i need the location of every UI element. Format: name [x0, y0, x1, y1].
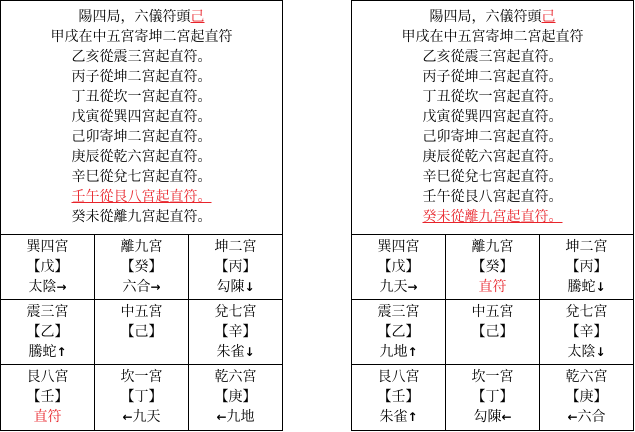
header-line: 庚辰從乾六宮起直符。	[422, 149, 563, 165]
palace-name: 坎一宮	[120, 369, 163, 385]
header-line: 丁丑從坎一宮起直符。	[422, 89, 563, 105]
star-line	[352, 342, 445, 362]
star-line	[446, 407, 539, 427]
palace-name: 兌七宮	[214, 304, 257, 320]
star-name: 直符	[33, 409, 62, 425]
header-line: 癸未從離九宮起直符。	[422, 209, 563, 225]
stem-label: 【辛】	[565, 324, 608, 340]
header-block	[1, 1, 282, 235]
direction-arrow-icon: →	[150, 280, 161, 294]
star-name: 九天	[379, 279, 408, 295]
star-name: 九地	[379, 344, 408, 360]
palace-cell	[352, 300, 446, 365]
stem-label: 【丙】	[214, 259, 257, 275]
star-line	[1, 277, 94, 297]
header-title	[1, 7, 282, 27]
palace-name: 離九宮	[471, 239, 514, 255]
direction-arrow-icon: ←	[216, 410, 227, 424]
palace-name: 乾六宮	[565, 369, 608, 385]
star-line	[352, 277, 445, 297]
palace-cell	[95, 365, 189, 431]
stem-label: 【辛】	[214, 324, 257, 340]
star-line	[540, 342, 633, 362]
stem-label: 【己】	[120, 324, 163, 340]
star-name: 朱雀	[379, 409, 408, 425]
palace-cell	[189, 300, 282, 365]
star-line	[189, 277, 282, 297]
star-name: 六合	[122, 279, 151, 295]
header-line: 丙子從坤二宮起直符。	[71, 69, 212, 85]
palace-name: 艮八宮	[377, 369, 420, 385]
direction-arrow-icon: ↑	[407, 410, 418, 424]
star-name: 直符	[478, 279, 507, 295]
palace-grid	[1, 235, 282, 431]
direction-arrow-icon: ↑	[407, 345, 418, 359]
direction-arrow-icon: ↓	[595, 280, 606, 294]
palace-cell	[1, 300, 95, 365]
header-block	[352, 1, 633, 235]
title-main: 陽四局，六儀符頭	[78, 9, 191, 25]
header-line: 戊寅從巽四宮起直符。	[71, 109, 212, 125]
star-line	[1, 342, 94, 362]
star-name: 六合	[577, 409, 606, 425]
palace-cell	[540, 300, 633, 365]
stem-label: 【乙】	[26, 324, 69, 340]
stem-label: 【丙】	[565, 259, 608, 275]
stem-label: 【壬】	[26, 389, 69, 405]
header-line: 壬午從艮八宮起直符。	[422, 189, 563, 205]
palace-name: 艮八宮	[26, 369, 69, 385]
stem-label: 【丁】	[120, 389, 163, 405]
header-line: 丁丑從坎一宮起直符。	[71, 89, 212, 105]
stem-label: 【己】	[471, 324, 514, 340]
header-line: 甲戌在中五宮寄坤二宮起直符	[50, 29, 233, 45]
palace-grid	[352, 235, 633, 431]
star-name: 朱雀	[216, 344, 245, 360]
star-name: 九地	[226, 409, 255, 425]
header-line: 己卯寄坤二宮起直符。	[71, 129, 212, 145]
stem-label: 【壬】	[377, 389, 420, 405]
palace-name: 巽四宮	[377, 239, 420, 255]
stem-label: 【丁】	[471, 389, 514, 405]
header-line: 辛巳從兌七宮起直符。	[422, 169, 563, 185]
stem-label: 【庚】	[214, 389, 257, 405]
header-line: 甲戌在中五宮寄坤二宮起直符	[401, 29, 584, 45]
header-line: 癸未從離九宮起直符。	[71, 209, 212, 225]
palace-name: 坎一宮	[471, 369, 514, 385]
title-accent: 己	[541, 9, 556, 25]
header-line: 壬午從艮八宮起直符。	[71, 189, 212, 205]
palace-cell	[352, 365, 446, 431]
direction-arrow-icon: →	[56, 280, 67, 294]
palace-cell	[446, 365, 540, 431]
header-line: 己卯寄坤二宮起直符。	[422, 129, 563, 145]
star-name: 勾陳	[216, 279, 245, 295]
star-line	[1, 407, 94, 427]
star-line	[352, 407, 445, 427]
stem-label: 【戊】	[377, 259, 420, 275]
direction-arrow-icon: ↓	[595, 345, 606, 359]
header-line: 乙亥從震三宮起直符。	[71, 49, 212, 65]
header-line: 乙亥從震三宮起直符。	[422, 49, 563, 65]
panel-right	[351, 0, 634, 431]
star-line	[446, 277, 539, 297]
palace-name: 兌七宮	[565, 304, 608, 320]
palace-cell	[446, 235, 540, 300]
star-line	[540, 407, 633, 427]
title-main: 陽四局，六儀符頭	[429, 9, 542, 25]
palace-name: 坤二宮	[214, 239, 257, 255]
palace-cell	[189, 235, 282, 300]
star-line	[540, 277, 633, 297]
stem-label: 【癸】	[471, 259, 514, 275]
direction-arrow-icon: ↓	[244, 345, 255, 359]
direction-arrow-icon: ←	[567, 410, 578, 424]
palace-name: 坤二宮	[565, 239, 608, 255]
palace-cell	[446, 300, 540, 365]
palace-name: 中五宮	[471, 304, 514, 320]
palace-cell	[352, 235, 446, 300]
stem-label: 【戊】	[26, 259, 69, 275]
header-title	[352, 7, 633, 27]
stem-label: 【庚】	[565, 389, 608, 405]
star-line	[95, 407, 188, 427]
direction-arrow-icon: →	[407, 280, 418, 294]
star-line	[95, 277, 188, 297]
direction-arrow-icon: ↑	[56, 345, 67, 359]
header-line: 庚辰從乾六宮起直符。	[71, 149, 212, 165]
header-line: 戊寅從巽四宮起直符。	[422, 109, 563, 125]
palace-cell	[95, 300, 189, 365]
palace-name: 震三宮	[26, 304, 69, 320]
header-line: 丙子從坤二宮起直符。	[422, 69, 563, 85]
panel-left	[0, 0, 283, 431]
stem-label: 【乙】	[377, 324, 420, 340]
palace-cell	[540, 235, 633, 300]
star-name: 勾陳	[473, 409, 502, 425]
direction-arrow-icon: ←	[122, 410, 133, 424]
title-accent: 己	[190, 9, 205, 25]
star-line	[189, 407, 282, 427]
star-line	[189, 342, 282, 362]
star-name: 九天	[132, 409, 161, 425]
palace-name: 中五宮	[120, 304, 163, 320]
palace-cell	[540, 365, 633, 431]
palace-name: 乾六宮	[214, 369, 257, 385]
direction-arrow-icon: ↓	[244, 280, 255, 294]
header-line: 辛巳從兌七宮起直符。	[71, 169, 212, 185]
palace-cell	[189, 365, 282, 431]
palace-cell	[95, 235, 189, 300]
star-name: 騰蛇	[28, 344, 57, 360]
palace-name: 離九宮	[120, 239, 163, 255]
star-name: 太陰	[567, 344, 596, 360]
direction-arrow-icon: ←	[501, 410, 512, 424]
palace-cell	[1, 235, 95, 300]
stem-label: 【癸】	[120, 259, 163, 275]
palace-name: 震三宮	[377, 304, 420, 320]
palace-name: 巽四宮	[26, 239, 69, 255]
star-name: 太陰	[28, 279, 57, 295]
palace-cell	[1, 365, 95, 431]
star-name: 騰蛇	[567, 279, 596, 295]
